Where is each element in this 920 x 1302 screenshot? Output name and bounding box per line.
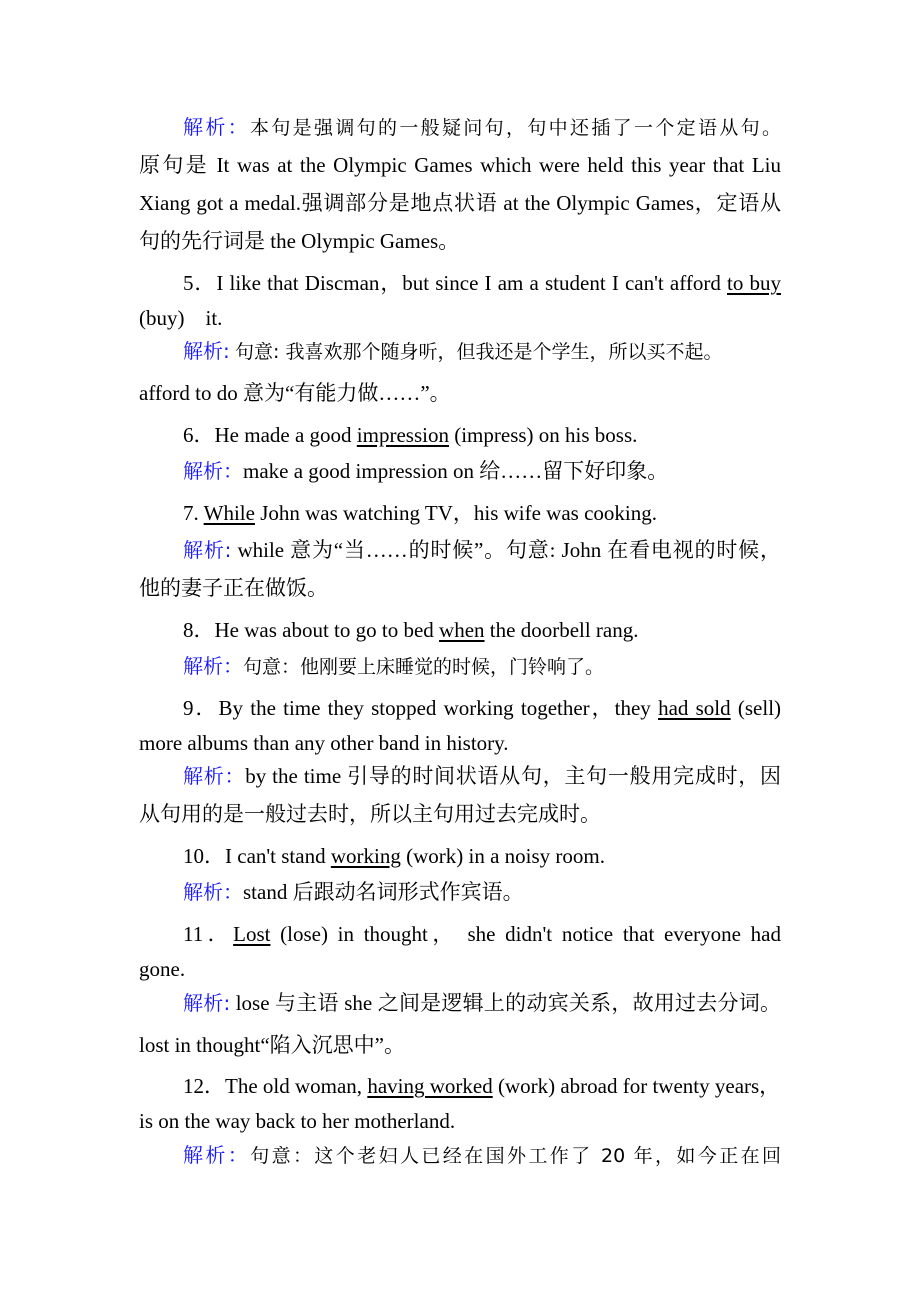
answer-blank: While bbox=[203, 501, 255, 525]
question-number: 6． bbox=[183, 423, 215, 447]
question-line: is on the way back to her motherland. bbox=[139, 1109, 456, 1133]
question-number: 9． bbox=[183, 696, 219, 720]
analysis-line: 解析: while 意为“当……的时候”。句意: John 在看电视的时候， bbox=[183, 538, 781, 562]
analysis-line: 解析: lose 与主语 she 之间是逻辑上的动宾关系，故用过去分词。 bbox=[183, 991, 781, 1015]
analysis-line: 解析：句意：这个老妇人已经在国外工作了 20 年，如今正在回 bbox=[183, 1143, 782, 1167]
question-10: 10．I can't stand working (work) in a noisy room. bbox=[183, 844, 605, 868]
question-number: 10． bbox=[183, 844, 225, 868]
question-line: more albums than any other band in history. bbox=[139, 731, 509, 755]
analysis-line: 原句是 It was at the Olympic Games which were held this year that Liu bbox=[139, 153, 781, 177]
question-8: 8．He was about to go to bed when the doorbell rang. bbox=[183, 618, 639, 642]
answer-blank: to buy bbox=[727, 271, 781, 295]
analysis-label: 解析: bbox=[183, 991, 231, 1015]
question-5: 5．I like that Discman，but since I am a student I can't afford to buy bbox=[183, 271, 781, 295]
analysis-line: 解析: 句意: 我喜欢那个随身听，但我还是个学生，所以买不起。 bbox=[183, 339, 723, 363]
analysis-line: 解析：句意：他刚要上床睡觉的时候，门铃响了。 bbox=[183, 654, 605, 678]
analysis-line: 解析：本句是强调句的一般疑问句，句中还插了一个定语从句。 bbox=[183, 115, 781, 139]
analysis-label: 解析： bbox=[183, 115, 250, 139]
analysis-line: 解析：stand 后跟动名词形式作宾语。 bbox=[183, 880, 524, 904]
answer-blank: had sold bbox=[658, 696, 731, 720]
analysis-label: 解析： bbox=[183, 880, 243, 904]
question-line: (buy) it. bbox=[139, 306, 223, 330]
analysis-label: 解析： bbox=[183, 764, 246, 788]
question-number: 12． bbox=[183, 1074, 225, 1098]
question-line: gone. bbox=[139, 957, 186, 981]
answer-blank: impression bbox=[356, 423, 449, 447]
question-number: 7. bbox=[183, 501, 204, 525]
answer-blank: Lost bbox=[233, 922, 271, 946]
analysis-line: lost in thought“陷入沉思中”。 bbox=[139, 1033, 405, 1057]
analysis-label: 解析： bbox=[183, 1143, 251, 1167]
analysis-line: 解析：make a good impression on 给……留下好印象。 bbox=[183, 459, 669, 483]
analysis-line: Xiang got a medal.强调部分是地点状语 at the Olympic Games，定语从 bbox=[139, 191, 781, 215]
analysis-label: 解析: bbox=[183, 339, 230, 363]
question-number: 8． bbox=[183, 618, 215, 642]
answer-blank: working bbox=[330, 844, 401, 868]
answer-blank: when bbox=[439, 618, 485, 642]
question-6: 6．He made a good impression (impress) on his boss. bbox=[183, 423, 638, 447]
question-number: 5． bbox=[183, 271, 217, 295]
question-9: 9．By the time they stopped working together，they had sold (sell) bbox=[183, 696, 782, 720]
analysis-line: 他的妻子正在做饭。 bbox=[139, 576, 328, 600]
analysis-label: 解析： bbox=[183, 654, 243, 678]
analysis-label: 解析： bbox=[183, 459, 243, 483]
question-11: 11．Lost (lose) in thought， she didn't notice that everyone had bbox=[183, 922, 781, 946]
analysis-label: 解析: bbox=[183, 538, 232, 562]
question-7: 7. While John was watching TV，his wife was cooking. bbox=[183, 501, 657, 525]
analysis-line: 从句用的是一般过去时，所以主句用过去完成时。 bbox=[139, 802, 601, 826]
analysis-line: 解析：by the time 引导的时间状语从句，主句一般用完成时，因 bbox=[183, 764, 782, 788]
analysis-line: 句的先行词是 the Olympic Games。 bbox=[139, 229, 460, 253]
answer-blank: having worked bbox=[367, 1074, 493, 1098]
analysis-line: afford to do 意为“有能力做……”。 bbox=[139, 381, 451, 405]
question-number: 11． bbox=[183, 922, 234, 946]
question-12: 12．The old woman, having worked (work) abroad for twenty years， bbox=[183, 1074, 781, 1098]
